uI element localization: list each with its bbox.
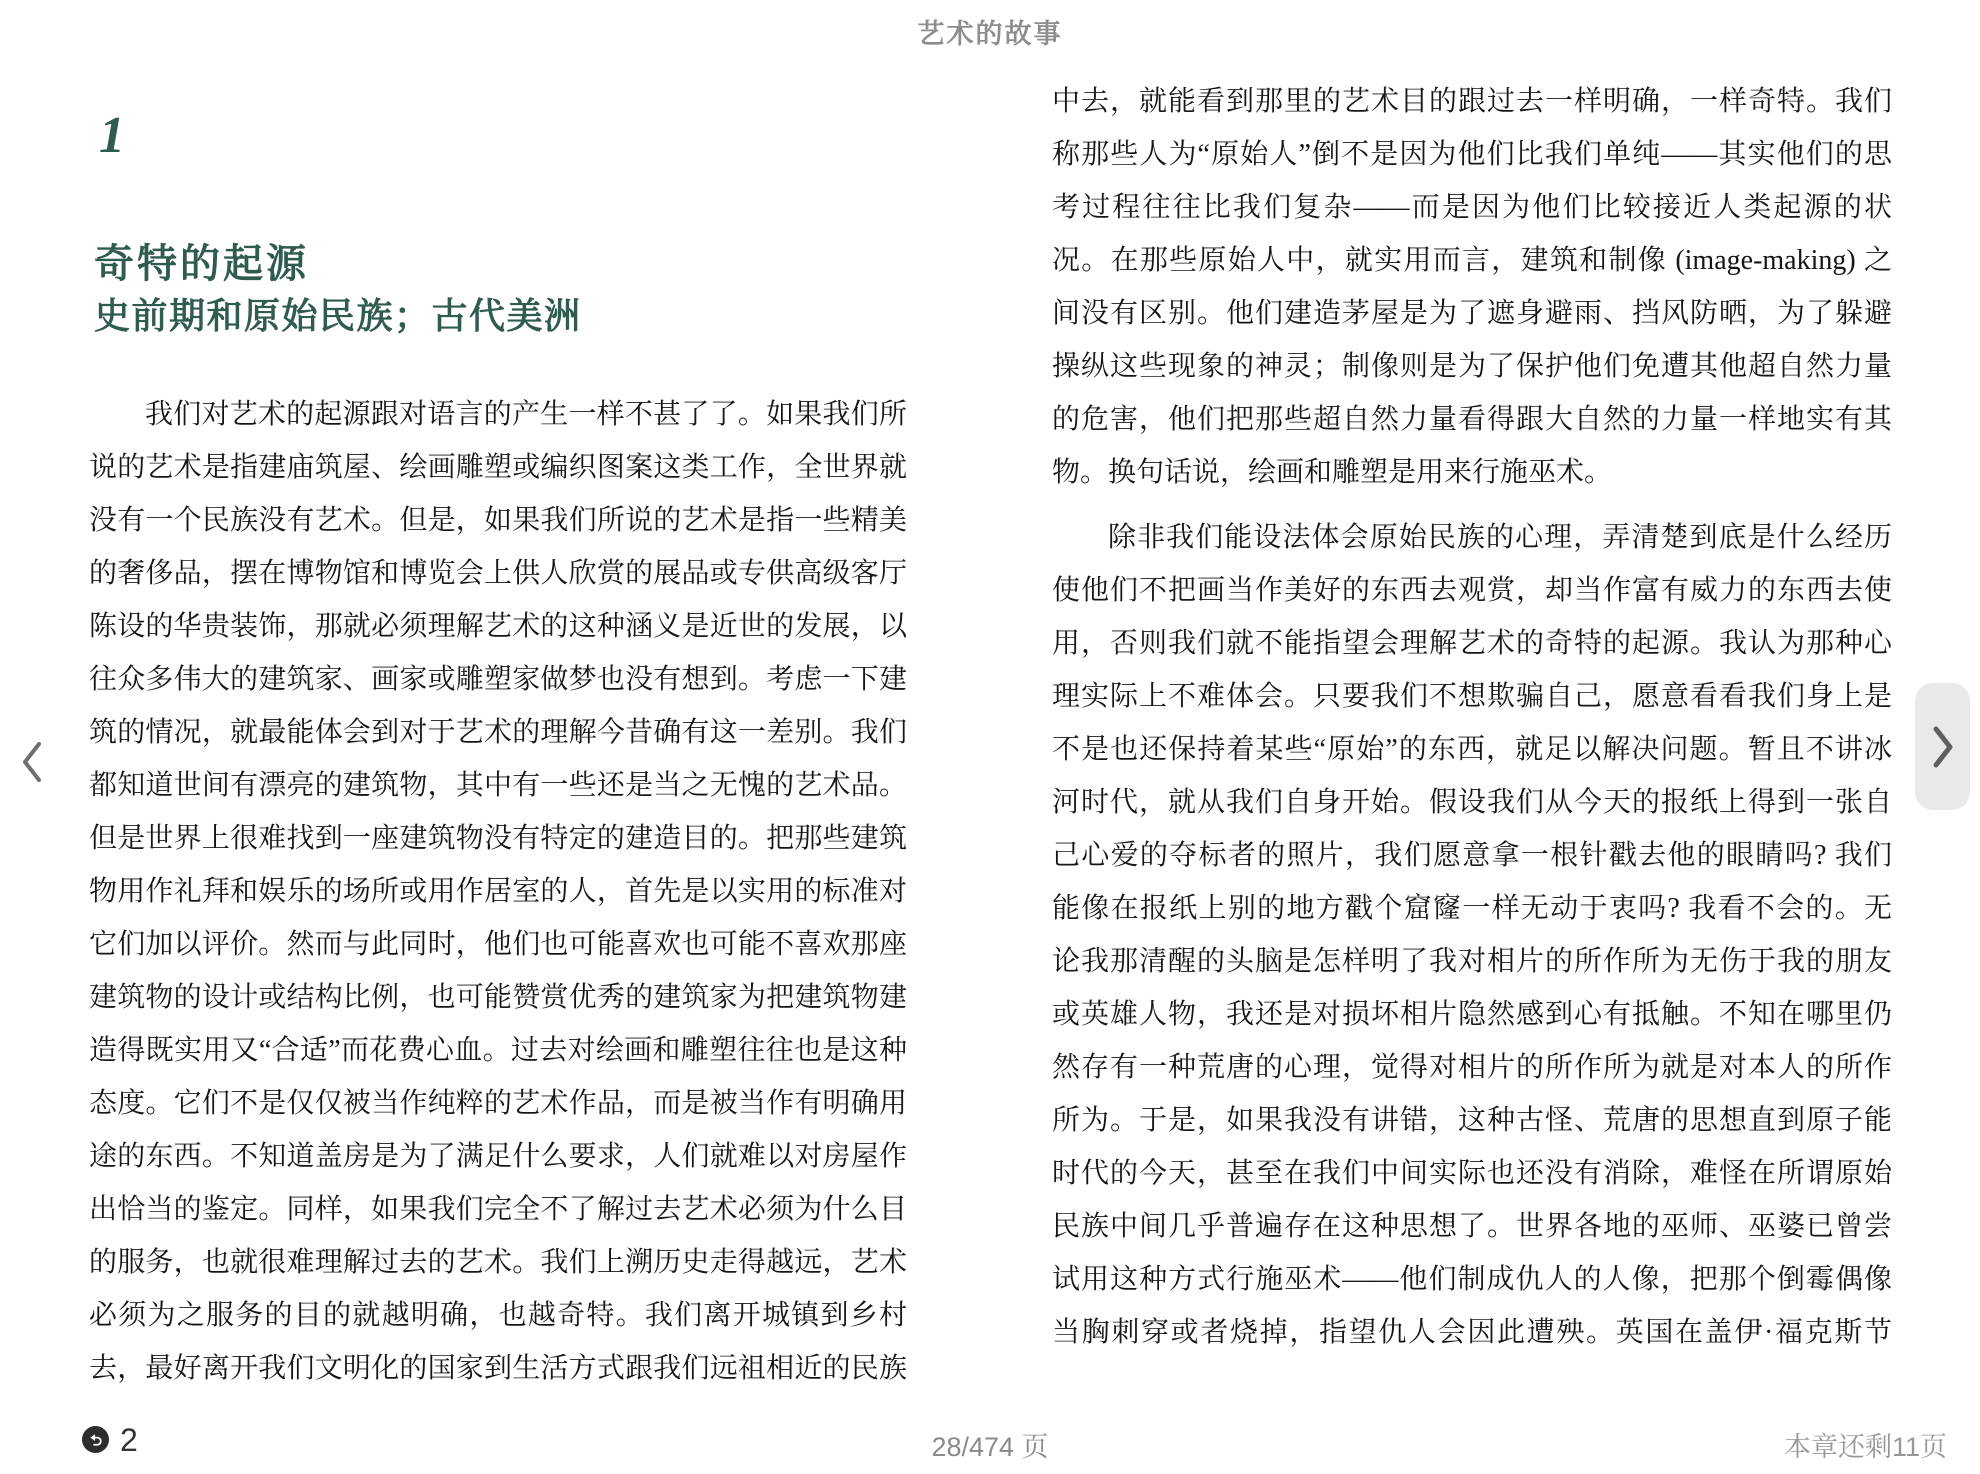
text-line: 说的艺术是指建庙筑屋、绘画雕塑或编织图案这类工作，全世界就 xyxy=(89,452,907,483)
book-title: 艺术的故事 xyxy=(917,19,1063,49)
text-line: 它们加以评价。然而与此同时，他们也可能喜欢也可能不喜欢那座 xyxy=(89,929,907,960)
text-line: 试用这种方式行施巫术——他们制成仇人的人像，把那个倒霉偶像 xyxy=(1052,1264,1892,1295)
text-line: 物用作礼拜和娱乐的场所或用作居室的人，首先是以实用的标准对 xyxy=(89,876,907,907)
text-line: 造得既实用又“合适”而花费心血。过去对绘画和雕塑往往也是这种 xyxy=(89,1035,907,1066)
text-line: 陈设的华贵装饰，那就必须理解艺术的这种涵义是近世的发展，以 xyxy=(89,611,907,642)
text-line: 必须为之服务的目的就越明确，也越奇特。我们离开城镇到乡村 xyxy=(89,1300,907,1331)
chapter-subtitle: 史前期和原始民族；古代美洲 xyxy=(94,296,582,336)
text-column-left xyxy=(89,388,907,1395)
text-line: 的服务，也就很难理解过去的艺术。我们上溯历史走得越远，艺术 xyxy=(89,1247,907,1278)
text-line: 物。换句话说，绘画和雕塑是用来行施巫术。 xyxy=(1052,457,1613,488)
text-line: 河时代，就从我们自身开始。假设我们从今天的报纸上得到一张自 xyxy=(1052,787,1892,818)
chapter-remaining-label: 本章还剩11页 xyxy=(1783,1432,1947,1462)
text-line: 中去，就能看到那里的艺术目的跟过去一样明确，一样奇特。我们 xyxy=(1052,86,1892,117)
text-line: 理实际上不难体会。只要我们不想欺骗自己，愿意看看我们身上是 xyxy=(1052,681,1892,712)
back-page-number: 2 xyxy=(120,1422,138,1458)
text-line: 使他们不把画当作美好的东西去观赏，却当作富有威力的东西去使 xyxy=(1052,575,1892,606)
text-line: 称那些人为“原始人”倒不是因为他们比我们单纯——其实他们的思 xyxy=(1052,139,1892,170)
chapter-title: 奇特的起源 xyxy=(94,242,309,286)
text-line: 操纵这些现象的神灵；制像则是为了保护他们免遭其他超自然力量 xyxy=(1052,351,1892,382)
text-line: 往众多伟大的建筑家、画家或雕塑家做梦也没有想到。考虑一下建 xyxy=(89,664,907,695)
text-line: 没有一个民族没有艺术。但是，如果我们所说的艺术是指一些精美 xyxy=(89,505,907,536)
text-line: 不是也还保持着某些“原始”的东西，就足以解决问题。暂且不讲冰 xyxy=(1052,734,1892,765)
text-line: 筑的情况，就最能体会到对于艺术的理解今昔确有这一差别。我们 xyxy=(89,717,907,748)
text-line: 或英雄人物，我还是对损坏相片隐然感到心有抵触。不知在哪里仍 xyxy=(1052,999,1892,1030)
text-line: 所为。于是，如果我没有讲错，这种古怪、荒唐的思想直到原子能 xyxy=(1052,1105,1892,1136)
text-line: 民族中间几乎普遍存在这种思想了。世界各地的巫师、巫婆已曾尝 xyxy=(1052,1211,1892,1242)
text-line: 去，最好离开我们文明化的国家到生活方式跟我们远祖相近的民族 xyxy=(89,1353,907,1384)
text-line: 间没有区别。他们建造茅屋是为了遮身避雨、挡风防晒，为了躲避 xyxy=(1052,298,1892,329)
text-line: 我们对艺术的起源跟对语言的产生一样不甚了了。如果我们所 xyxy=(145,399,907,430)
page-indicator: 28/474 页 xyxy=(931,1432,1049,1462)
text-line: 己心爱的夺标者的照片，我们愿意拿一根针戳去他的眼睛吗? 我们 xyxy=(1052,840,1892,871)
text-line: 然存有一种荒唐的心理，觉得对相片的所作所为就是对本人的所作 xyxy=(1052,1052,1892,1083)
text-line: 况。在那些原始人中，就实用而言，建筑和制像 (image-making) 之 xyxy=(1052,245,1892,276)
text-line: 都知道世间有漂亮的建筑物，其中有一些还是当之无愧的艺术品。 xyxy=(89,770,907,801)
text-line: 态度。它们不是仅仅被当作纯粹的艺术作品，而是被当作有明确用 xyxy=(89,1088,907,1119)
chapter-number: 1 xyxy=(99,107,125,164)
chevron-left-icon xyxy=(19,740,45,784)
text-line: 途的东西。不知道盖房是为了满足什么要求，人们就难以对房屋作 xyxy=(89,1141,907,1172)
text-line: 用，否则我们就不能指望会理解艺术的奇特的起源。我认为那种心 xyxy=(1052,628,1892,659)
text-column-right xyxy=(1052,75,1892,1359)
text-line: 建筑物的设计或结构比例，也可能赞赏优秀的建筑家为把建筑物建 xyxy=(89,982,907,1013)
text-line: 出恰当的鉴定。同样，如果我们完全不了解过去艺术必须为什么目 xyxy=(89,1194,907,1225)
text-line: 考过程往往比我们复杂——而是因为他们比较接近人类起源的状 xyxy=(1052,192,1892,223)
previous-page-button[interactable] xyxy=(12,736,52,788)
text-line: 论我那清醒的头脑是怎样明了我对相片的所作所为无伤于我的朋友 xyxy=(1052,946,1892,977)
text-line: 的危害，他们把那些超自然力量看得跟大自然的力量一样地实有其 xyxy=(1052,404,1892,435)
text-line: 当胸刺穿或者烧掉，指望仇人会因此遭殃。英国在盖伊·福克斯节 xyxy=(1052,1317,1892,1348)
text-line: 除非我们能设法体会原始民族的心理，弄清楚到底是什么经历 xyxy=(1108,522,1892,553)
text-line: 的奢侈品，摆在博物馆和博览会上供人欣赏的展品或专供高级客厅 xyxy=(89,558,907,589)
text-line: 时代的今天，甚至在我们中间实际也还没有消除，难怪在所谓原始 xyxy=(1052,1158,1892,1189)
chevron-right-icon xyxy=(1930,725,1956,769)
text-line: 能像在报纸上别的地方戳个窟窿一样无动于衷吗? 我看不会的。无 xyxy=(1052,893,1892,924)
text-line: 但是世界上很难找到一座建筑物没有特定的建造目的。把那些建筑 xyxy=(89,823,907,854)
next-page-button[interactable] xyxy=(1915,683,1970,810)
